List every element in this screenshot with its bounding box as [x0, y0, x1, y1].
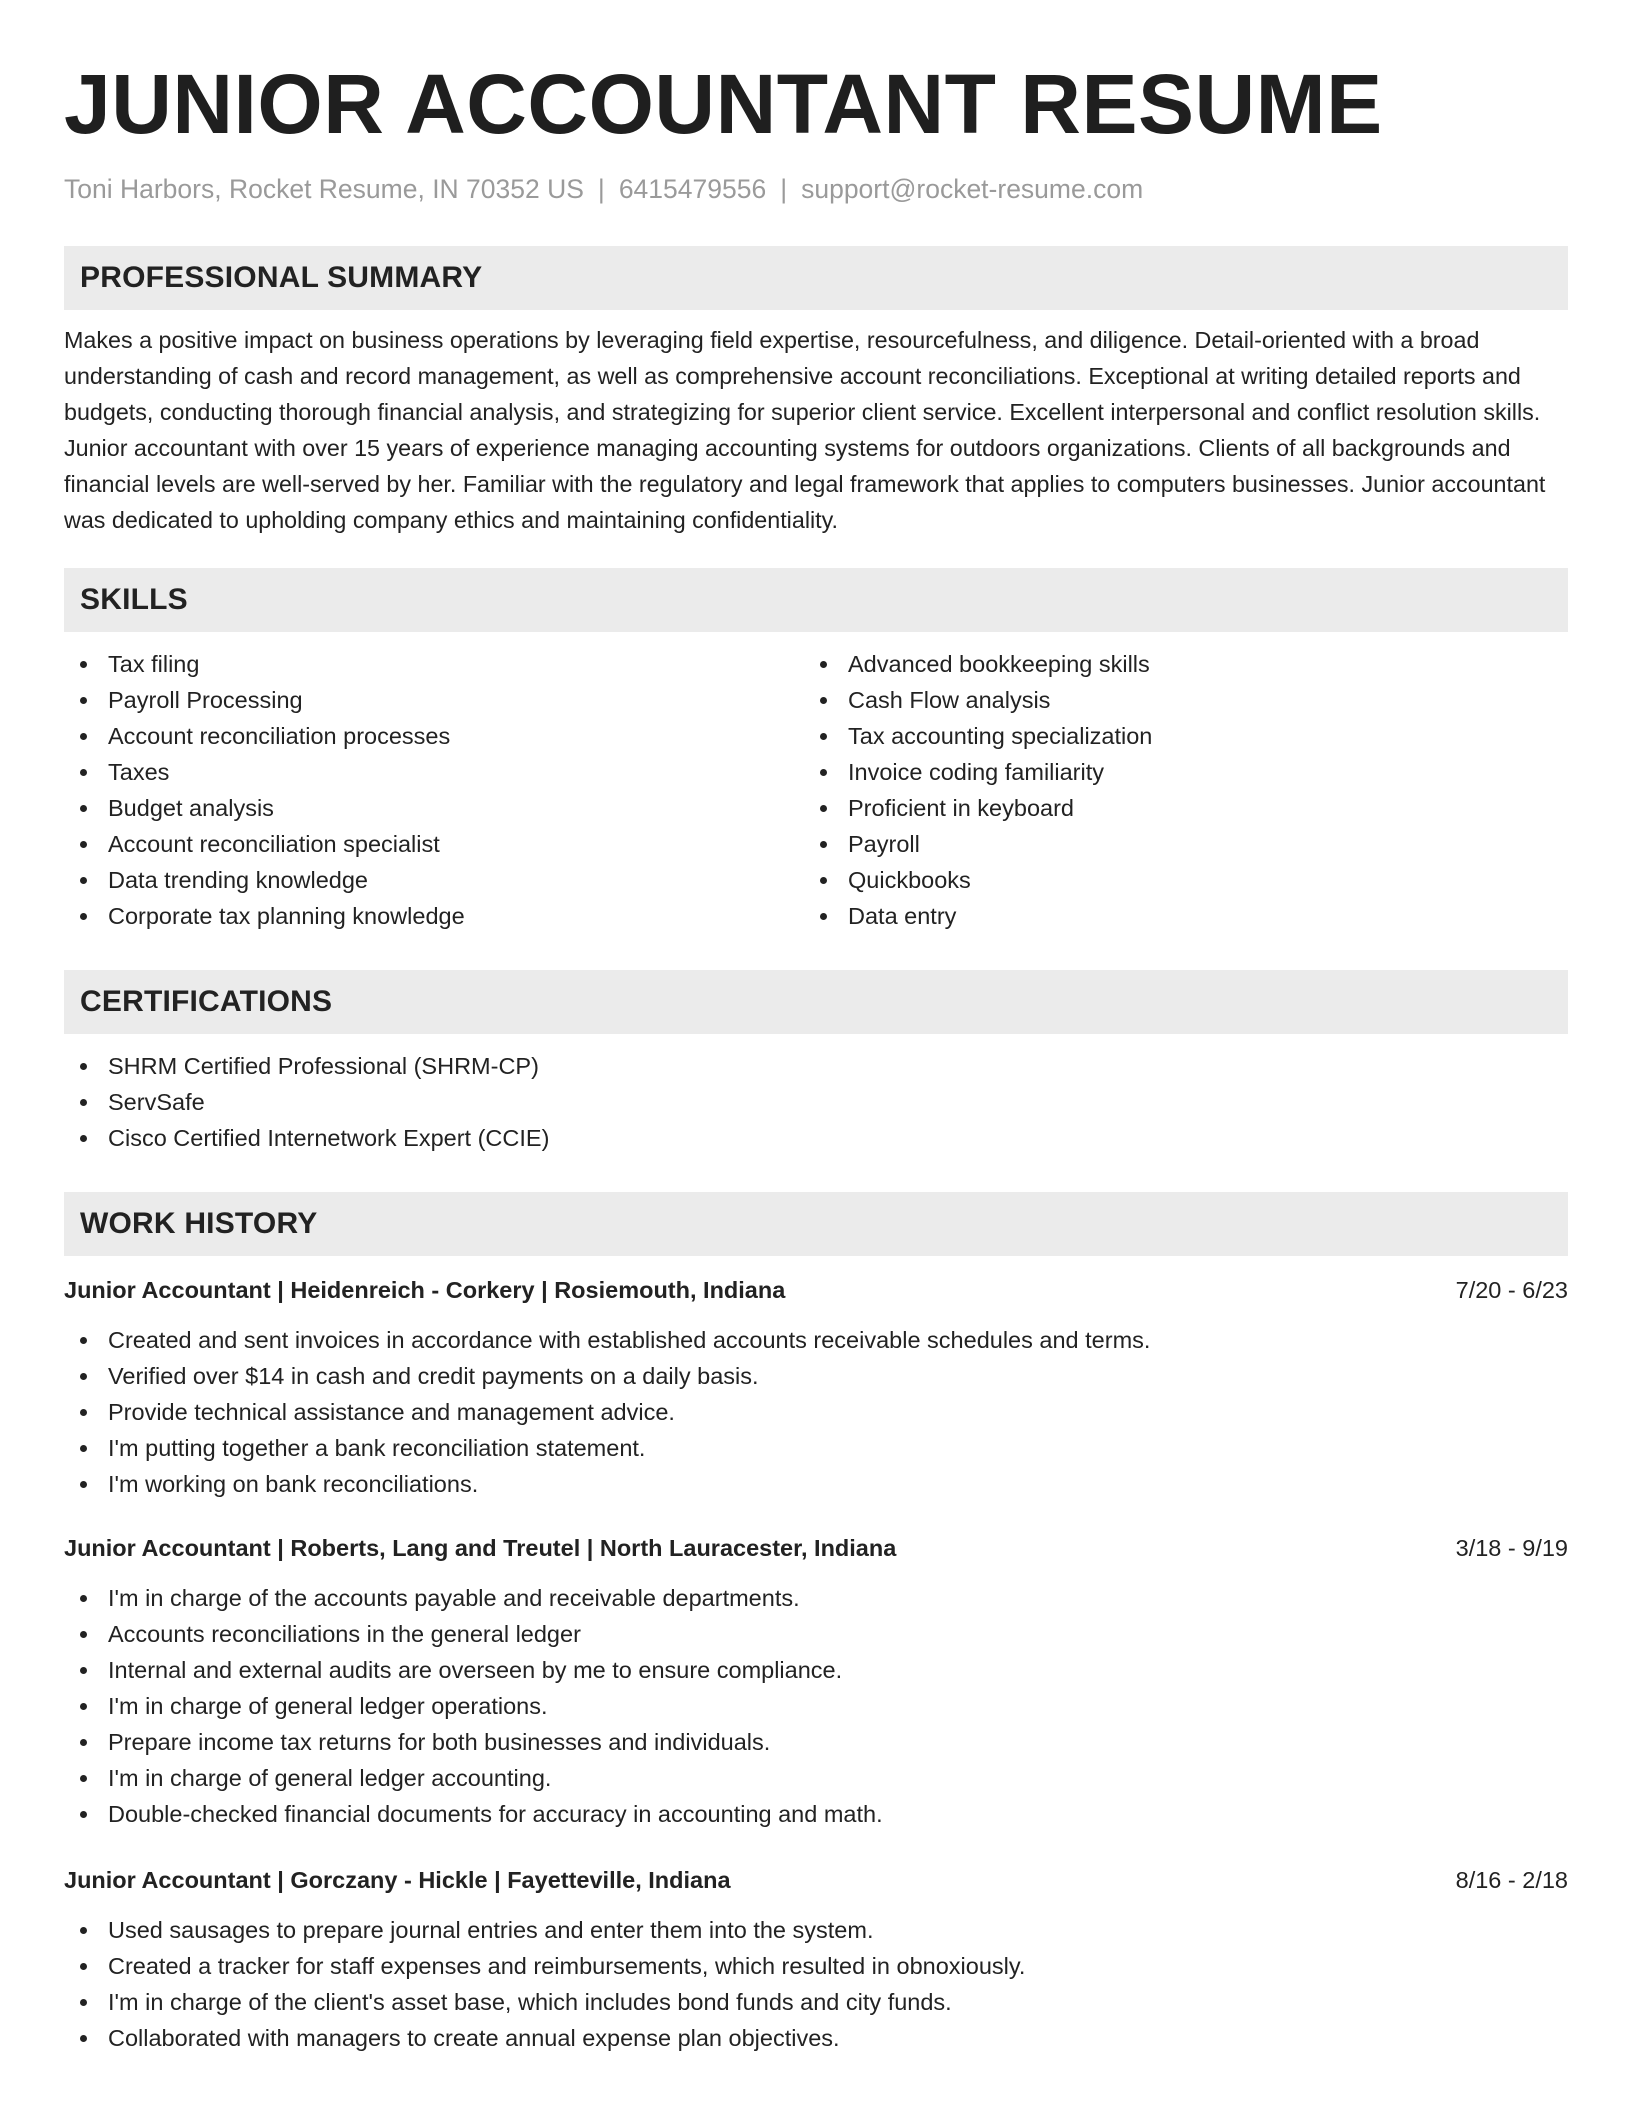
contact-email: support@rocket-resume.com: [801, 174, 1144, 204]
job-entry: [64, 1272, 1568, 1502]
job-bullet: Created and sent invoices in accordance with established accounts receivable schedules and terms.: [64, 1322, 1568, 1358]
job-bullet: Created a tracker for staff expenses and reimbursements, which resulted in obnoxiously.: [64, 1948, 1568, 1984]
skill-item: Account reconciliation specialist: [64, 826, 804, 862]
skill-item: Tax filing: [64, 646, 804, 682]
job-bullet: Verified over $14 in cash and credit payments on a daily basis.: [64, 1358, 1568, 1394]
job-bullet: I'm putting together a bank reconciliation statement.: [64, 1430, 1568, 1466]
certifications-section: [64, 970, 1568, 1156]
certifications-heading: CERTIFICATIONS: [64, 970, 1568, 1034]
job-entry: [64, 1530, 1568, 1832]
summary-section: [64, 246, 1568, 538]
job-title: Junior Accountant | Heidenreich - Corkery | Rosiemouth, Indiana: [64, 1277, 786, 1303]
skill-item: Quickbooks: [804, 862, 1564, 898]
job-title: Junior Accountant | Roberts, Lang and Treutel | North Lauracester, Indiana: [64, 1535, 897, 1561]
job-bullets: [64, 1912, 1568, 2056]
summary-text: Makes a positive impact on business operations by leveraging field expertise, resourcefulness, and diligence. Detail-oriented with a broad understanding of cash and record management, as well as comprehensive account reconciliations. Exceptional at writing detailed reports and budgets, conducting thorough financial analysis, and strategizing for superior client service. Excellent interpersonal and conflict resolution skills. Junior accountant with over 15 years of experience managing accounting systems for outdoors organizations. Clients of all backgrounds and financial levels are well-served by her. Familiar with the regulatory and legal framework that applies to computers businesses. Junior accountant was dedicated to upholding company ethics and maintaining confidentiality.: [64, 327, 1546, 533]
skill-item: Cash Flow analysis: [804, 682, 1564, 718]
skill-item: Invoice coding familiarity: [804, 754, 1564, 790]
skill-item: Budget analysis: [64, 790, 804, 826]
skills-list-right: [804, 646, 1564, 934]
skill-item: Tax accounting specialization: [804, 718, 1564, 754]
job-bullet: I'm in charge of general ledger operations.: [64, 1688, 1568, 1724]
job-dates: 3/18 - 9/19: [1455, 1535, 1568, 1561]
skill-item: Taxes: [64, 754, 804, 790]
contact-address: Toni Harbors, Rocket Resume, IN 70352 US: [64, 174, 584, 204]
job-bullets: [64, 1322, 1568, 1502]
certification-item: ServSafe: [64, 1084, 1568, 1120]
job-title: Junior Accountant | Gorczany - Hickle | Fayetteville, Indiana: [64, 1867, 731, 1893]
skills-grid: [64, 646, 1568, 934]
skill-item: Data entry: [804, 898, 1564, 934]
summary-heading: PROFESSIONAL SUMMARY: [64, 246, 1568, 310]
skill-item: Payroll: [804, 826, 1564, 862]
work-section: [64, 1192, 1568, 2056]
skill-item: Corporate tax planning knowledge: [64, 898, 804, 934]
job-header: [64, 1862, 1568, 1898]
job-dates: 7/20 - 6/23: [1455, 1277, 1568, 1303]
skill-item: Advanced bookkeeping skills: [804, 646, 1564, 682]
contact-separator: |: [780, 174, 788, 204]
certification-item: Cisco Certified Internetwork Expert (CCIE): [64, 1120, 1568, 1156]
job-bullet: Used sausages to prepare journal entries and enter them into the system.: [64, 1912, 1568, 1948]
skill-item: Account reconciliation processes: [64, 718, 804, 754]
skills-heading: SKILLS: [64, 568, 1568, 632]
job-bullet: I'm in charge of the client's asset base, which includes bond funds and city funds.: [64, 1984, 1568, 2020]
job-bullet: Provide technical assistance and management advice.: [64, 1394, 1568, 1430]
skills-list-left: [64, 646, 804, 934]
certifications-list: [64, 1048, 1568, 1156]
job-bullet: I'm in charge of the accounts payable and receivable departments.: [64, 1580, 1568, 1616]
job-entry: [64, 1862, 1568, 2056]
work-heading: WORK HISTORY: [64, 1192, 1568, 1256]
job-bullet: Accounts reconciliations in the general ledger: [64, 1616, 1568, 1652]
skills-section: [64, 568, 1568, 934]
job-header: [64, 1272, 1568, 1308]
skill-item: Payroll Processing: [64, 682, 804, 718]
skill-item: Proficient in keyboard: [804, 790, 1564, 826]
contact-line: [64, 172, 1568, 206]
resume-title: JUNIOR ACCOUNTANT RESUME: [64, 57, 1383, 151]
job-bullet: Collaborated with managers to create annual expense plan objectives.: [64, 2020, 1568, 2056]
job-bullet: Internal and external audits are overseen by me to ensure compliance.: [64, 1652, 1568, 1688]
job-header: [64, 1530, 1568, 1566]
certification-item: SHRM Certified Professional (SHRM-CP): [64, 1048, 1568, 1084]
job-dates: 8/16 - 2/18: [1455, 1867, 1568, 1893]
skill-item: Data trending knowledge: [64, 862, 804, 898]
job-bullets: [64, 1580, 1568, 1832]
job-bullet: I'm working on bank reconciliations.: [64, 1466, 1568, 1502]
contact-separator: |: [597, 174, 605, 204]
job-bullet: Double-checked financial documents for accuracy in accounting and math.: [64, 1796, 1568, 1832]
job-bullet: Prepare income tax returns for both businesses and individuals.: [64, 1724, 1568, 1760]
job-bullet: I'm in charge of general ledger accounting.: [64, 1760, 1568, 1796]
contact-phone: 6415479556: [618, 174, 767, 204]
